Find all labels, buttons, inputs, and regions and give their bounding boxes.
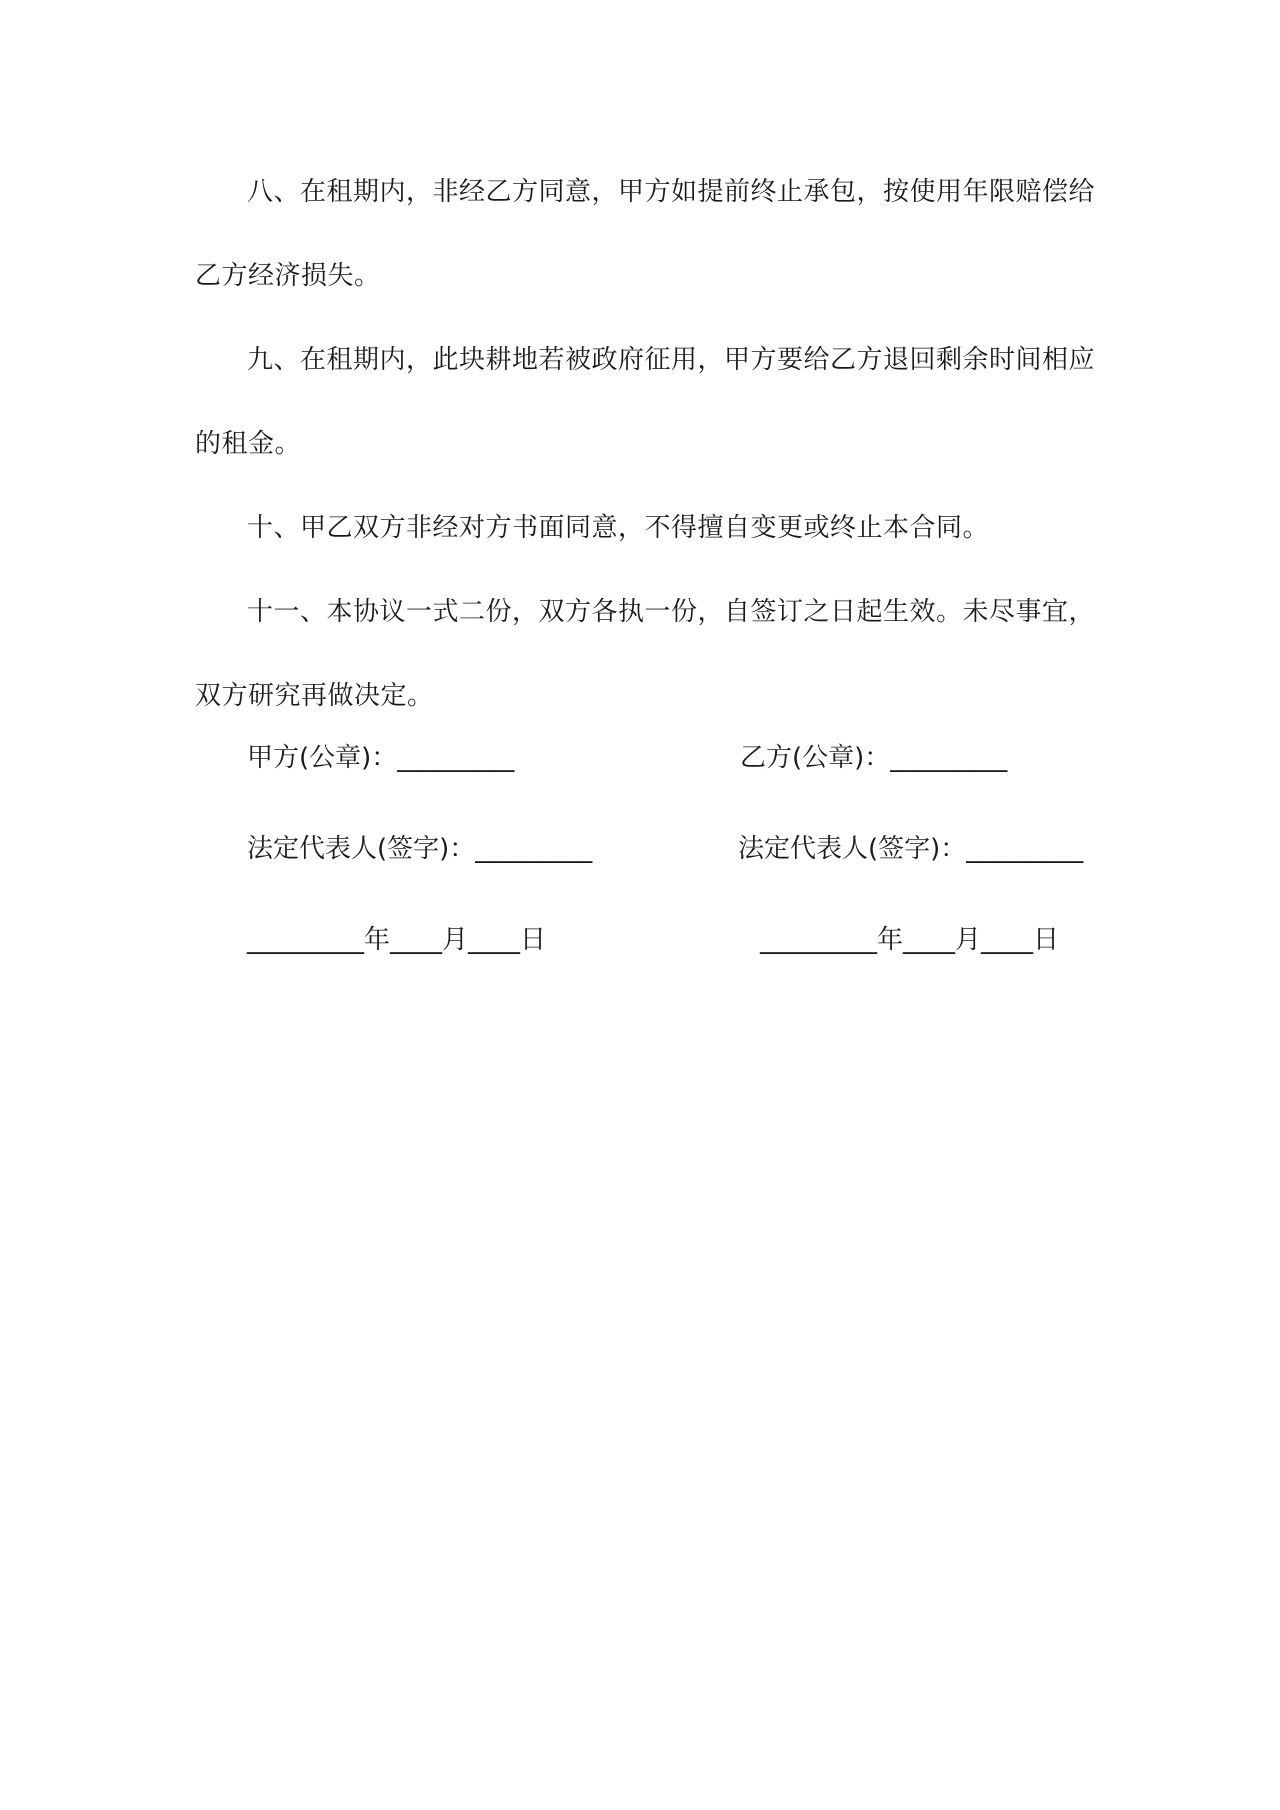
party-a-representative-field: 法定代表人(签字)：_________ bbox=[247, 834, 593, 864]
date-row bbox=[0, 920, 1280, 960]
party-b-representative-field: 法定代表人(签字)：_________ bbox=[738, 834, 1084, 864]
clause-10: 十、甲乙双方非经对方书面同意，不得擅自变更或终止本合同。 bbox=[247, 513, 990, 543]
party-a-seal-field: 甲方(公章)：_________ bbox=[247, 743, 515, 773]
clause-11: 十一、本协议一式二份，双方各执一份，自签订之日起生效。未尽事宜，双方研究再做决定。 bbox=[195, 597, 1096, 711]
seal-row bbox=[0, 738, 1280, 778]
party-a-date-field: _________年____月____日 bbox=[247, 925, 547, 955]
clause-9: 九、在租期内，此块耕地若被政府征用，甲方要给乙方退回剩余时间相应的租金。 bbox=[195, 345, 1096, 459]
party-b-seal-field: 乙方(公章)：_________ bbox=[740, 743, 1008, 773]
representative-row bbox=[0, 829, 1280, 869]
clause-8: 八、在租期内，非经乙方同意，甲方如提前终止承包，按使用年限赔偿给乙方经济损失。 bbox=[195, 177, 1096, 291]
party-b-date-field: _________年____月____日 bbox=[760, 925, 1060, 955]
